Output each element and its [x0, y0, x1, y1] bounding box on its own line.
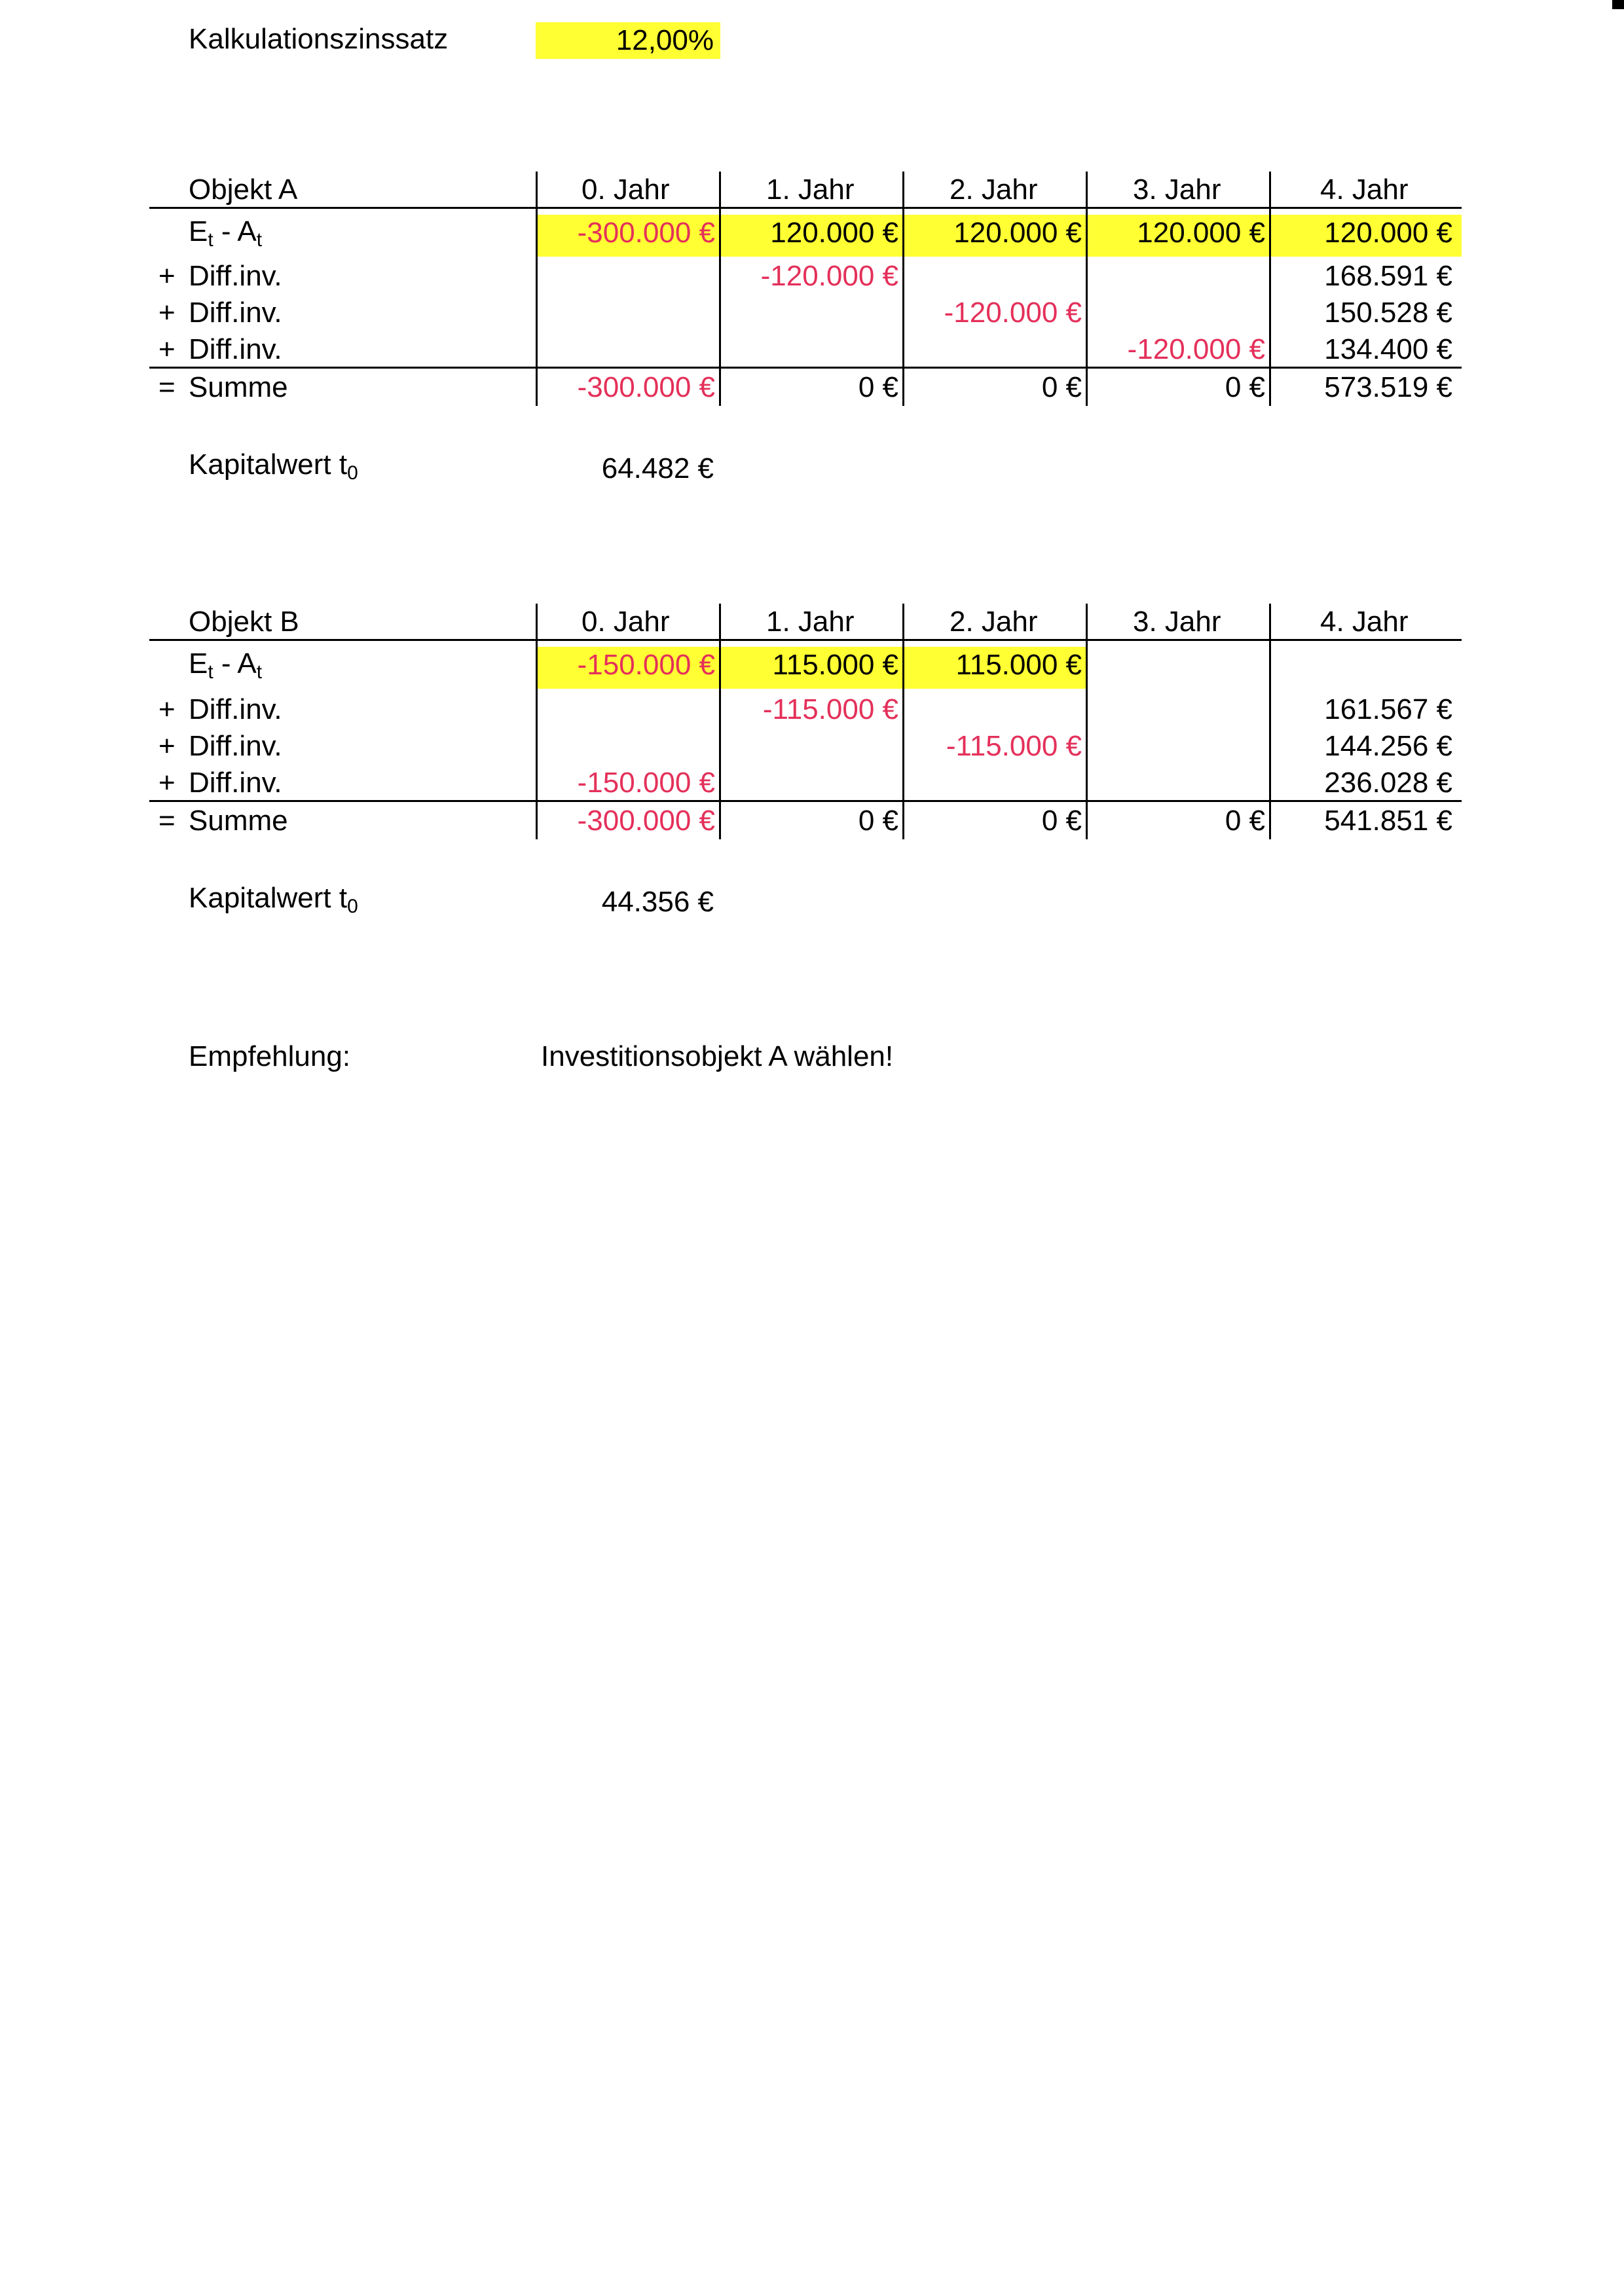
col-header-0: 0. Jahr: [581, 606, 670, 638]
a-etat-3: 120.000 €: [1137, 217, 1265, 249]
col-divider: [719, 172, 721, 406]
col-divider: [1086, 604, 1088, 839]
b-diff2-2: -115.000 €: [946, 730, 1082, 762]
a-sum-0: -300.000 €: [577, 371, 715, 403]
a-sum-4: 573.519 €: [1324, 371, 1452, 403]
b-sum-4: 541.851 €: [1324, 805, 1452, 837]
header-rule: [149, 639, 1462, 641]
col-divider: [902, 604, 904, 839]
col-header-0: 0. Jahr: [581, 173, 670, 206]
a-diff3-4: 134.400 €: [1324, 333, 1452, 365]
col-header-3: 3. Jahr: [1133, 606, 1221, 638]
objekt-a-title: Objekt A: [189, 173, 298, 206]
b-diff3-4: 236.028 €: [1324, 767, 1452, 799]
diff-prefix-1: +: [158, 693, 175, 725]
diff-label-1: Diff.inv.: [189, 260, 282, 292]
b-etat-2: 115.000 €: [955, 649, 1082, 681]
col-divider: [1269, 172, 1271, 406]
b-diff3-0: -150.000 €: [577, 767, 715, 799]
diff-prefix-3: +: [158, 333, 175, 365]
recommendation-text: Investitionsobjekt A wählen!: [541, 1040, 894, 1072]
col-header-2: 2. Jahr: [950, 173, 1038, 206]
a-etat-2: 120.000 €: [953, 217, 1082, 249]
a-etat-0: -300.000 €: [577, 217, 715, 249]
diff-prefix-1: +: [158, 260, 175, 292]
a-diff2-2: -120.000 €: [944, 297, 1082, 329]
a-diff1-4: 168.591 €: [1324, 260, 1452, 292]
diff-label-2: Diff.inv.: [189, 297, 282, 329]
b-etat-0: -150.000 €: [577, 649, 715, 681]
et-at-label: $E_t - A_t$: [189, 647, 263, 683]
col-header-4: 4. Jahr: [1320, 173, 1409, 206]
sum-prefix: =: [158, 371, 175, 403]
col-divider: [1269, 604, 1271, 839]
kapitalwert-a-value: 64.482 €: [601, 452, 714, 484]
b-diff1-4: 161.567 €: [1324, 693, 1452, 725]
a-diff1-1: -120.000 €: [760, 260, 898, 292]
diff-prefix-2: +: [158, 730, 175, 762]
rate-label: Kalkulationszinssatz: [189, 23, 449, 55]
objekt-b-title: Objekt B: [189, 606, 299, 638]
col-divider: [1086, 172, 1088, 406]
col-divider: [719, 604, 721, 839]
b-diff1-1: -115.000 €: [762, 693, 898, 725]
col-divider: [536, 172, 538, 406]
kapitalwert-b-value: 44.356 €: [601, 886, 714, 918]
kapitalwert-a-label: Kapitalwert $t_0$: [189, 448, 358, 484]
b-sum-0: -300.000 €: [577, 805, 715, 837]
sum-label: Summe: [189, 805, 288, 837]
diff-label-3: Diff.inv.: [189, 333, 282, 365]
sum-label: Summe: [189, 371, 288, 403]
col-header-2: 2. Jahr: [950, 606, 1038, 638]
recommendation-label: Empfehlung:: [189, 1040, 351, 1072]
a-etat-1: 120.000 €: [770, 217, 898, 249]
col-divider: [902, 172, 904, 406]
b-diff2-4: 144.256 €: [1324, 730, 1452, 762]
col-header-4: 4. Jahr: [1320, 606, 1409, 638]
b-sum-2: 0 €: [1041, 805, 1082, 837]
a-sum-1: 0 €: [858, 371, 898, 403]
a-sum-3: 0 €: [1225, 371, 1265, 403]
b-sum-3: 0 €: [1225, 805, 1265, 837]
a-etat-4: 120.000 €: [1324, 217, 1452, 249]
diff-label-2: Diff.inv.: [189, 730, 282, 762]
col-header-3: 3. Jahr: [1133, 173, 1221, 206]
col-divider: [536, 604, 538, 839]
diff-label-3: Diff.inv.: [189, 767, 282, 799]
a-diff2-4: 150.528 €: [1324, 297, 1452, 329]
b-sum-1: 0 €: [858, 805, 898, 837]
diff-prefix-2: +: [158, 297, 175, 329]
diff-label-1: Diff.inv.: [189, 693, 282, 725]
rate-value: 12,00%: [536, 22, 720, 59]
diff-prefix-3: +: [158, 767, 175, 799]
a-diff3-3: -120.000 €: [1127, 333, 1265, 365]
kapitalwert-b-label: Kapitalwert $t_0$: [189, 882, 358, 917]
et-at-label: $E_t - A_t$: [189, 215, 263, 251]
col-header-1: 1. Jahr: [766, 173, 855, 206]
sum-prefix: =: [158, 805, 175, 837]
corner-mark: [1612, 0, 1624, 9]
sum-rule: [149, 800, 1462, 802]
b-etat-1: 115.000 €: [772, 649, 898, 681]
col-header-1: 1. Jahr: [766, 606, 855, 638]
header-rule: [149, 207, 1462, 209]
a-sum-2: 0 €: [1041, 371, 1082, 403]
